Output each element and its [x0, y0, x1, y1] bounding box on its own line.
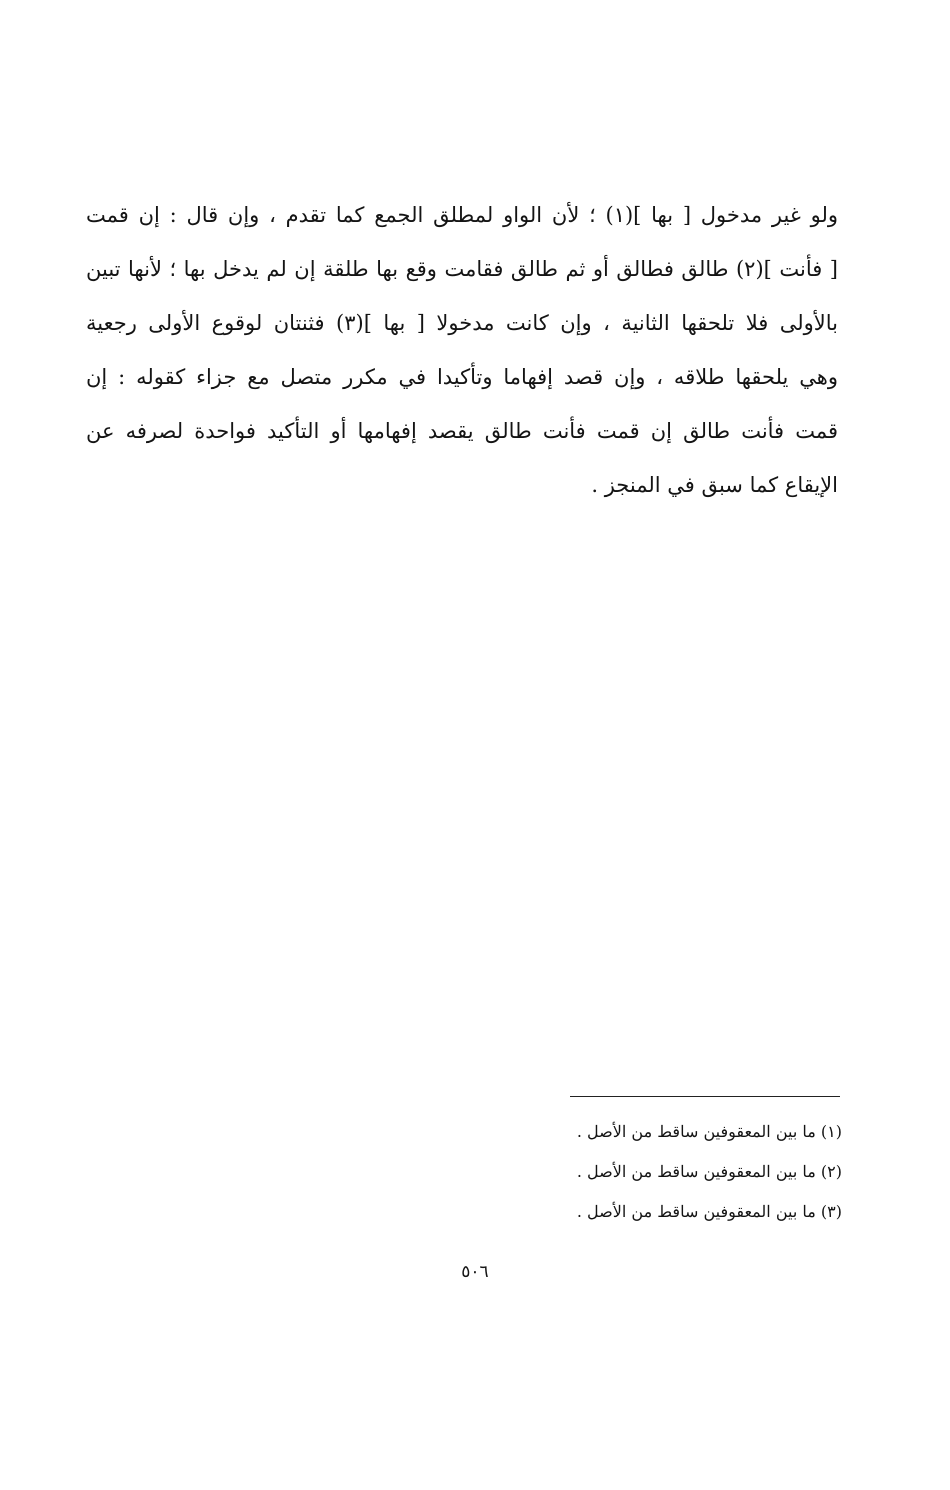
text-line-6: الإيقاع كما سبق في المنجز .: [591, 473, 838, 497]
main-text-block: [86, 188, 838, 512]
footnotes-block: [442, 1112, 842, 1232]
text-line-1: ولو غير مدخول [ بها ](١) ؛ لأن الواو لمطلق الجمع كما تقدم ، وإن قال : إن قمت: [86, 203, 838, 227]
page-number: ٥٠٦: [461, 1262, 489, 1282]
footnote-2: (٢) ما بين المعقوفين ساقط من الأصل .: [576, 1162, 842, 1181]
footnote-separator: [570, 1096, 840, 1097]
text-line-3: بالأولى فلا تلحقها الثانية ، وإن كانت مدخولا [ بها ](٣) فثنتان لوقوع الأولى رجعية: [86, 311, 838, 335]
text-line-2: [ فأنت ](٢) طالق فطالق أو ثم طالق فقامت وقع بها طلقة إن لم يدخل بها ؛ لأنها تبين: [86, 257, 838, 281]
footnote-3: (٣) ما بين المعقوفين ساقط من الأصل .: [576, 1202, 842, 1221]
text-line-5: قمت فأنت طالق إن قمت فأنت طالق يقصد إفهامها أو التأكيد فواحدة لصرفه عن: [86, 419, 838, 443]
footnote-1: (١) ما بين المعقوفين ساقط من الأصل .: [576, 1122, 842, 1141]
text-line-4: وهي يلحقها طلاقه ، وإن قصد إفهاما وتأكيدا في مكرر متصل مع جزاء كقوله : إن: [86, 365, 838, 389]
